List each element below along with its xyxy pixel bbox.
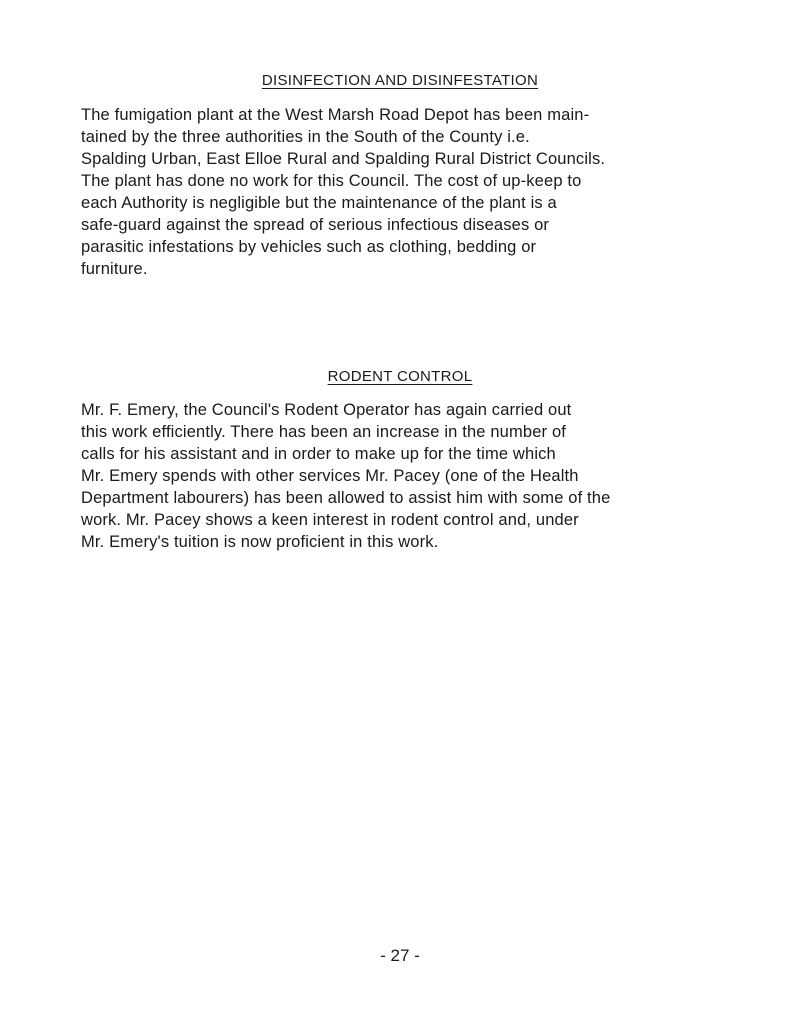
text-line: parasitic infestations by vehicles such as clothing, bedding or (81, 238, 537, 256)
text-line: work. Mr. Pacey shows a keen interest in rodent control and, under (81, 511, 579, 529)
text-line: this work efficiently. There has been an increase in the number of (81, 423, 566, 441)
text-line: Mr. F. Emery, the Council's Rodent Operator has again carried out (81, 401, 572, 419)
text-line: The plant has done no work for this Council. The cost of up-keep to (81, 172, 582, 190)
section-heading-rodent-control: RODENT CONTROL (327, 368, 473, 385)
text-line: Mr. Emery's tuition is now proficient in this work. (81, 533, 439, 551)
text-line: furniture. (81, 260, 148, 278)
text-line: calls for his assistant and in order to make up for the time which (81, 445, 556, 463)
text-line: tained by the three authorities in the South of the County i.e. (81, 128, 530, 146)
text-line: Spalding Urban, East Elloe Rural and Spalding Rural District Councils. (81, 150, 606, 168)
page-number: - 27 - (380, 946, 420, 965)
text-line: Department labourers) has been allowed to assist him with some of the (81, 489, 611, 507)
text-line: The fumigation plant at the West Marsh Road Depot has been main- (81, 106, 590, 124)
paragraph-rodent-control (81, 399, 761, 553)
text-line: each Authority is negligible but the maintenance of the plant is a (81, 194, 557, 212)
text-line: safe-guard against the spread of serious infectious diseases or (81, 216, 550, 234)
paragraph-disinfection (81, 104, 761, 280)
text-line: Mr. Emery spends with other services Mr. Pacey (one of the Health (81, 467, 579, 485)
section-heading-disinfection: DISINFECTION AND DISINFESTATION (261, 72, 539, 89)
